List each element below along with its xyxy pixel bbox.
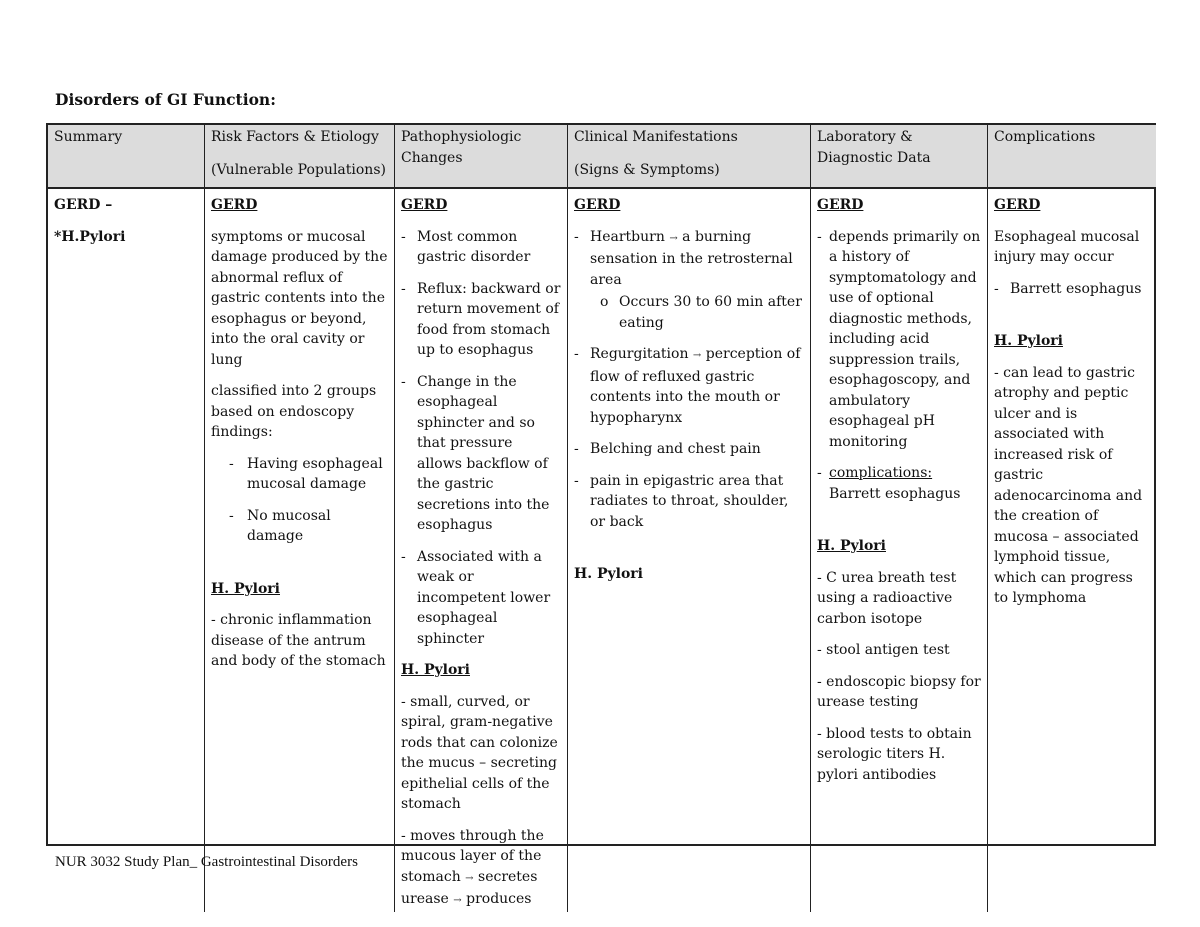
dash-marker: - [401,548,406,565]
comp-bullet [994,279,1150,300]
dash-marker: - [817,228,822,245]
cell-clinical [568,189,811,912]
risk-hp-text: - chronic inflammation disease of the antrum and body of the stomach [211,612,386,669]
risk-bullet-text: No mucosal damage [247,507,331,544]
header-clin-label: Clinical Manifestations [574,129,738,145]
header-risk-factors [205,125,395,189]
dash-marker: - [574,228,579,245]
dash-marker: - [574,441,579,457]
clin-regurg-label: Regurgitation [590,346,689,362]
clin-heartburn-label: Heartburn [590,228,665,245]
cell-complications [988,189,1156,912]
header-comp-label: Complications [994,129,1096,145]
patho-bullet-text: Change in the esophageal sphincter and so that pressure allows backflow of the gastric secretions into the esophagus [417,373,550,533]
dash-marker: - [401,280,406,297]
cell-laboratory [811,189,988,912]
patho-bullet-2 [401,279,561,361]
arrow-icon: → [692,350,702,361]
comp-gerd-heading: GERD [994,197,1041,213]
circle-marker: o [600,294,609,310]
comp-bullet-text: Barrett esophagus [1010,280,1142,297]
lab-hp-item-4: - blood tests to obtain serologic titers H. pylori antibodies [817,725,972,783]
lab-bullet-2 [817,463,981,504]
header-laboratory [811,125,988,189]
dash-marker: - [574,472,579,489]
clin-gerd-heading: GERD [574,197,621,213]
dash-marker: - [994,280,999,297]
header-patho-label: Pathophysiologic Changes [401,129,522,166]
risk-hp-heading: H. Pylori [211,580,280,597]
header-clinical [568,125,811,189]
lab-hp-item-2: - stool antigen test [817,642,950,658]
clin-belching-text: Belching and chest pain [590,441,761,457]
header-pathophysiologic [395,125,568,189]
risk-gerd-classification: classified into 2 groups based on endoscopy findings: [211,383,377,440]
patho-hp-text-1: - small, curved, or spiral, gram-negative rods that can colonize the mucus – secreting epithelial cells of the stomach [401,693,558,812]
patho-bullet-1 [401,227,561,268]
header-clin-sublabel: (Signs & Symptoms) [574,161,720,178]
patho-bullet-text: Most common gastric disorder [417,228,531,265]
header-complications [988,125,1156,189]
patho-hp-text-2c: produces [466,891,532,907]
arrow-icon: → [465,872,474,884]
cell-summary [48,189,205,912]
lab-hp-item-3: - endoscopic biopsy for urease testing [817,673,981,710]
risk-bullet-1 [229,454,388,495]
header-lab-label: Laboratory & Diagnostic Data [817,129,931,166]
lab-bullet-1 [817,227,981,453]
patho-hp-text-2 [401,826,561,912]
header-risk-label: Risk Factors & Etiology [211,129,379,145]
lab-complications-label: complications: [829,465,933,481]
dash-marker: - [574,346,579,362]
dash-marker: - [401,373,406,390]
dash-marker: - [229,455,234,472]
clin-sub-bullet [600,292,804,333]
document-title: Disorders of GI Function: [55,90,276,109]
patho-hp-text-2b: secretes urease [401,868,538,907]
dash-marker: - [229,507,234,524]
dash-marker: - [817,465,822,481]
summary-hpylori: *H.Pylori [54,228,126,245]
summary-gerd: GERD – [54,197,113,213]
clin-bullet-heartburn [574,227,804,291]
risk-gerd-definition: symptoms or mucosal damage produced by the abnormal reflux of gastric contents into the esophagus or beyond, into the oral cavity or lung [211,228,388,368]
clin-bullet-pain [574,471,804,533]
comp-hp-text: - can lead to gastric atrophy and peptic ulcer and is associated with increased risk of gastric adenocarcinoma and the creation of mucosa – associated lymphoid tissue, which can progress to lymphoma [994,364,1143,606]
clin-bullet-belching [574,439,804,460]
risk-bullet-text: Having esophageal mucosal damage [247,455,383,492]
clin-bullet-regurgitation [574,344,804,428]
patho-bullet-3 [401,372,561,536]
risk-bullet-2 [229,506,388,547]
clin-hp-heading: H. Pylori [574,566,643,582]
patho-bullet-4 [401,547,561,650]
cell-risk-factors [205,189,395,912]
lab-gerd-heading: GERD [817,197,864,213]
cell-pathophysiologic [395,189,568,912]
header-risk-sublabel: (Vulnerable Populations) [211,161,386,178]
clin-heartburn-text: a burning sensation in the retrosternal area [590,228,793,288]
clin-pain-text: pain in epigastric area that radiates to throat, shoulder, or back [590,472,789,530]
lab-complications-text: Barrett esophagus [829,485,961,502]
patho-hp-text-2a: - moves through the mucous layer of the stomach [401,827,544,885]
lab-bullet-text: depends primarily on a history of symptomatology and use of optional diagnostic methods, including acid suppression trails, esophagoscopy, and ambulatory esophageal pH monitoring [829,228,981,450]
header-summary-label: Summary [54,129,123,145]
patho-bullet-text: Associated with a weak or incompetent lower esophageal sphincter [417,548,551,647]
risk-gerd-heading: GERD [211,197,258,213]
dash-marker: - [401,228,406,245]
arrow-icon: → [669,232,678,244]
patho-gerd-heading: GERD [401,197,448,213]
lab-hp-item-1: - C urea breath test using a radioactive carbon isotope [817,569,957,627]
patho-bullet-text: Reflux: backward or return movement of food from stomach up to esophagus [417,280,561,358]
comp-gerd-text: Esophageal mucosal injury may occur [994,228,1140,265]
clin-sub-text: Occurs 30 to 60 min after eating [619,294,802,331]
header-summary [48,125,205,189]
lab-hp-heading: H. Pylori [817,538,886,554]
patho-hp-heading: H. Pylori [401,662,470,678]
clin-regurg-text: perception of flow of refluxed gastric contents into the mouth or hypopharynx [590,346,801,426]
document-footer: NUR 3032 Study Plan_ Gastrointestinal Disorders [55,854,358,870]
comp-hp-heading: H. Pylori [994,333,1063,349]
arrow-icon: → [453,895,462,906]
